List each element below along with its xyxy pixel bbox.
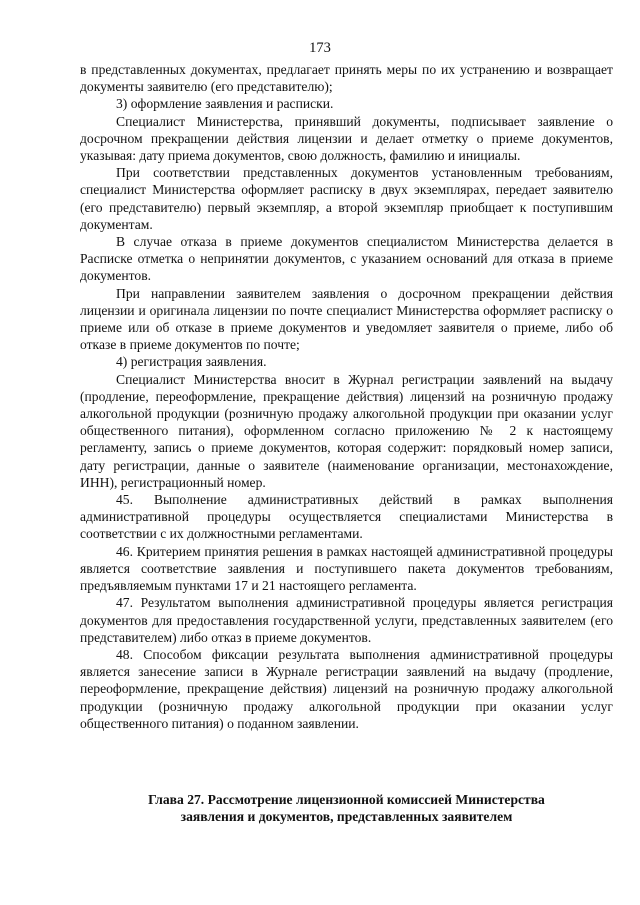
body-text [80, 61, 613, 732]
paragraph: 4) регистрация заявления. [116, 354, 267, 370]
paragraph: В случае отказа в приеме документов специалистом Министерства делается в Расписке отметка о непринятии документов, с указанием оснований для отказа в приеме документов. [80, 234, 613, 284]
page-number: 173 [309, 40, 331, 56]
paragraph: При направлении заявителем заявления о досрочном прекращении действия лицензии и оригинала лицензии по почте специалист Министерства оформляет расписку о приеме или об отказе в приеме документов и уведомляет заявителя о приеме, либо об отказе в приеме документов по почте; [80, 285, 613, 353]
paragraph: Специалист Министерства вносит в Журнал регистрации заявлений на выдачу (продление, переоформление, прекращение действия) лицензий на розничную продажу алкогольной продукции (розничную продажу алкогольной продукции при оказании услуг общественного питания), оформленном согласно приложению № 2 к настоящему регламенту, запись о приеме документов, которая содержит: порядковый номер записи, дату регистрации, данные о заявителе (наименование организации, местонахождение, ИНН), регистрационный номер. [80, 371, 613, 490]
chapter-heading [80, 791, 613, 825]
paragraph: 45. Выполнение административных действий в рамках выполнения административной процедуры осуществляется специалистами Министерства в соответствии с их должностными регламентами. [80, 492, 613, 542]
paragraph: 47. Результатом выполнения административной процедуры является регистрация документов для предоставления государственной услуги, представленных заявителем (его представителем) либо отказ в приеме документов. [80, 595, 613, 645]
paragraph: Специалист Министерства, принявший документы, подписывает заявление о досрочном прекращении действия лицензии и делает отметку о приеме документов, указывая: дату приема документов, свою должность, фамилию и инициалы. [80, 113, 613, 164]
chapter-heading-line: Глава 27. Рассмотрение лицензионной комиссией Министерства [148, 792, 545, 807]
paragraph: в представленных документах, предлагает принять меры по их устранению и возвращает документы заявителю (его представителю); [80, 62, 613, 95]
chapter-heading-line: заявления и документов, представленных заявителем [180, 809, 513, 825]
paragraph: 46. Критерием принятия решения в рамках настоящей административной процедуры является соответствие заявления и поступившего пакета документов требованиям, предъявляемым пунктами 17 и 21 настоящего регламента. [80, 543, 613, 594]
paragraph: При соответствии представленных документов установленным требованиям, специалист Министерства оформляет расписку в двух экземплярах, передает заявителю (его представителю) первый экземпляр, а второй экземпляр приобщает к поступившим документам. [80, 165, 613, 232]
paragraph: 3) оформление заявления и расписки. [116, 96, 334, 112]
paragraph: 48. Способом фиксации результата выполнения административной процедуры является занесение записи в Журнале регистрации заявлений на выдачу (продление, переоформление, прекращение действия) лицензий на розничную продажу алкогольной продукции (розничную продажу алкогольной продукции при оказании услуг общественного питания) о поданном заявлении. [80, 646, 613, 731]
